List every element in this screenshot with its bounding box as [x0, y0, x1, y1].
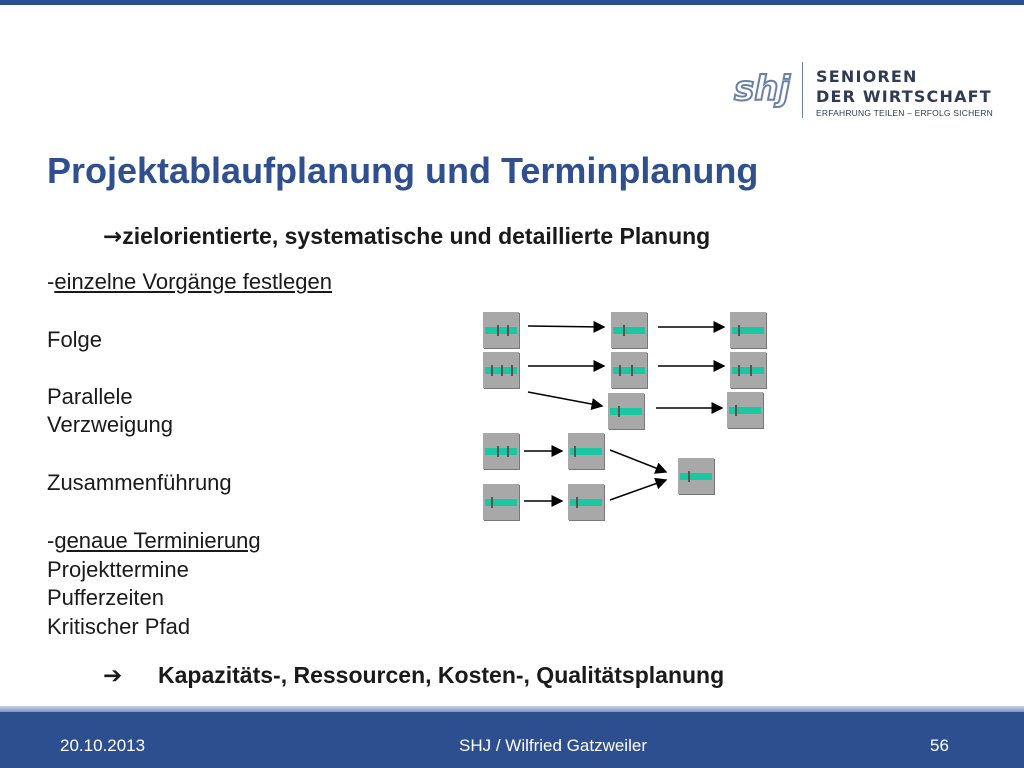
logo-text-line1: SENIOREN — [816, 67, 918, 86]
diagram-node — [730, 352, 766, 388]
text-zusammenfuehrung: Zusammenführung — [47, 470, 232, 495]
diagram-node — [727, 392, 763, 428]
diagram-node — [611, 352, 647, 388]
item-einzelne-vorgaenge — [47, 268, 332, 296]
subtitle — [103, 223, 710, 250]
diagram-node — [483, 484, 519, 520]
footer-author: SHJ / Wilfried Gatzweiler — [459, 736, 647, 755]
text-folge: Folge — [47, 327, 103, 352]
bottom-conclusion — [103, 662, 724, 689]
diagram-node — [608, 393, 644, 429]
item-prefix: - — [47, 269, 55, 294]
item-prefix: - — [47, 528, 55, 553]
footer-date: 20.10.2013 — [60, 736, 146, 755]
arrow-line — [610, 450, 666, 472]
logo-tagline: ERFAHRUNG TEILEN – ERFOLG SICHERN — [816, 108, 993, 118]
shj-logo-mark — [732, 68, 794, 108]
diagram-node — [483, 352, 519, 388]
text-projekttermine: Projekttermine — [47, 557, 189, 582]
diagram-node — [730, 312, 766, 348]
logo-divider — [802, 62, 803, 118]
page-title: Projektablaufplanung und Terminplanung — [47, 150, 759, 191]
text-verzweigung: Verzweigung — [47, 412, 173, 437]
item-einzelne-vorgaenge-link: einzelne Vorgänge festlegen — [54, 269, 332, 294]
arrow-line — [528, 392, 602, 406]
footer — [0, 712, 1024, 768]
diagram-node — [483, 312, 519, 348]
bottom-conclusion-text: Kapazitäts-, Ressourcen, Kosten-, Qualitätsplanung — [158, 662, 725, 688]
logo-text-line2: DER WIRTSCHAFT — [816, 87, 992, 106]
text-pufferzeiten: Pufferzeiten — [47, 585, 165, 610]
right-arrow-icon: ➔ — [103, 663, 123, 689]
network-diagram — [470, 300, 780, 530]
top-accent-bar — [0, 0, 1024, 5]
svg-text:shj: shj — [734, 69, 791, 108]
diagram-node — [483, 433, 519, 469]
arrow-line — [610, 480, 666, 500]
text-kritischer-pfad: Kritischer Pfad — [47, 614, 191, 639]
diagram-node — [611, 312, 647, 348]
diagram-node — [568, 484, 604, 520]
item-genaue-terminierung-link: genaue Terminierung — [54, 528, 261, 553]
page-number: 56 — [930, 736, 949, 755]
right-arrow-icon: → — [103, 224, 123, 250]
diagram-node — [568, 433, 604, 469]
item-genaue-terminierung — [47, 527, 261, 555]
diagram-node — [678, 458, 714, 494]
logo — [732, 62, 993, 122]
arrow-line — [528, 326, 604, 327]
subtitle-text: zielorientierte, systematische und detaillierte Planung — [122, 223, 711, 249]
text-parallele: Parallele — [47, 384, 133, 409]
